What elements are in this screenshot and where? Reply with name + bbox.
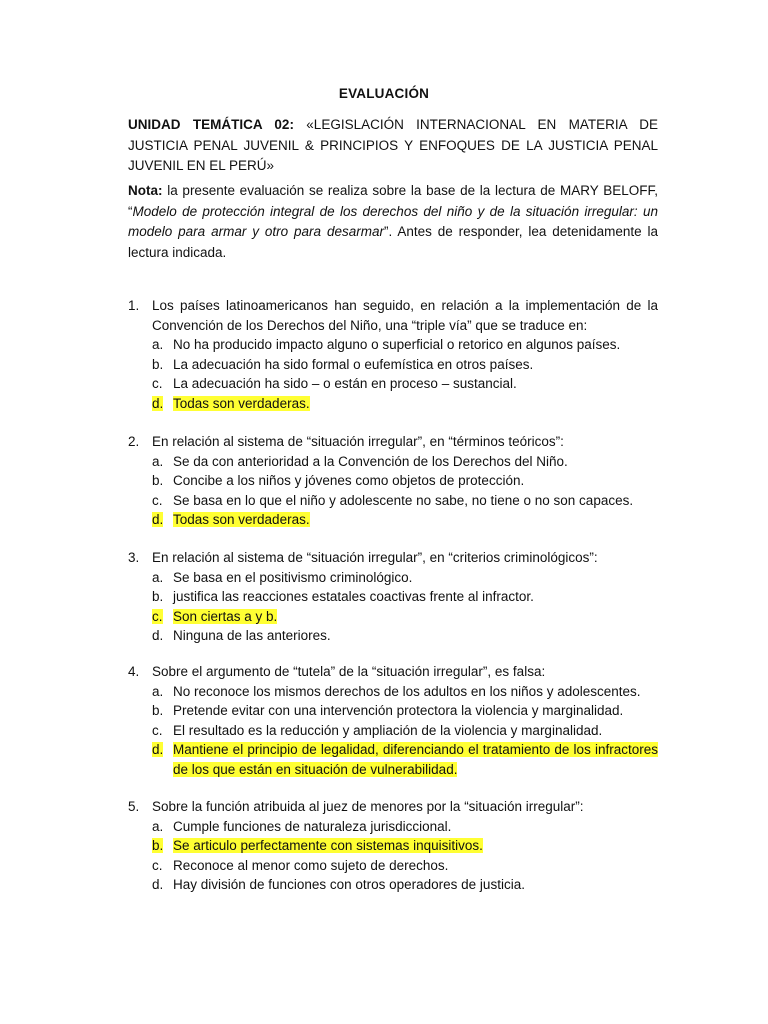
option-text: Todas son verdaderas.	[173, 395, 310, 411]
answer-option-highlighted	[152, 607, 658, 627]
question-text: Sobre el argumento de “tutela” de la “situación irregular”, es falsa:	[152, 664, 546, 679]
answer-option	[152, 374, 658, 394]
question-text: Sobre la función atribuida al juez de menores por la “situación irregular”:	[152, 799, 584, 814]
question-stem	[128, 662, 658, 682]
question-stem	[128, 797, 658, 817]
option-letter: b.	[152, 473, 164, 488]
option-text: No reconoce los mismos derechos de los adultos en los niños y adolescentes.	[173, 683, 641, 699]
option-letter: a.	[152, 683, 164, 699]
option-letter: b.	[152, 356, 164, 372]
option-letter: b.	[152, 703, 164, 718]
option-letter: b.	[152, 838, 164, 853]
question-1	[128, 296, 658, 413]
option-letter: c.	[152, 492, 163, 508]
option-text: La adecuación ha sido – o están en proceso – sustancial.	[173, 376, 517, 391]
question-2	[128, 432, 658, 530]
option-text: Reconoce al menor como sujeto de derechos.	[173, 857, 449, 873]
answer-option	[152, 721, 658, 741]
option-text: Se basa en el positivismo criminológico.	[173, 569, 413, 585]
question-stem	[128, 432, 658, 452]
document-title: EVALUACIÓN	[338, 86, 430, 101]
answer-option-highlighted	[152, 740, 658, 779]
option-text: No ha producido impacto alguno o superficial o retorico en algunos países.	[173, 337, 621, 352]
question-number: 3.	[128, 550, 140, 565]
question-stem	[128, 548, 658, 568]
nota-paragraph	[128, 181, 658, 263]
option-letter: a.	[152, 569, 164, 585]
answer-option	[152, 355, 658, 375]
option-text: Todas son verdaderas.	[173, 512, 310, 527]
question-3	[128, 548, 658, 646]
option-letter: c.	[152, 376, 163, 391]
option-text: Hay división de funciones con otros operadores de justicia.	[173, 877, 525, 892]
option-text: Se articulo perfectamente con sistemas inquisitivos.	[173, 838, 483, 853]
answer-option-highlighted	[152, 510, 658, 530]
answer-option-highlighted	[152, 394, 658, 414]
option-text: Concibe a los niños y jóvenes como objetos de protección.	[173, 473, 525, 488]
option-text: Se da con anterioridad a la Convención de los Derechos del Niño.	[173, 453, 568, 469]
option-letter: d.	[152, 628, 164, 643]
option-letter: d.	[152, 512, 164, 527]
question-number: 1.	[128, 298, 140, 313]
question-4	[128, 662, 658, 779]
option-text: Son ciertas a y b.	[173, 608, 278, 624]
option-letter: a.	[152, 818, 164, 834]
unidad-label: UNIDAD TEMÁTICA 02:	[128, 117, 294, 132]
answer-option-highlighted	[152, 836, 658, 856]
option-text: Pretende evitar con una intervención protectora la violencia y marginalidad.	[173, 703, 624, 718]
nota-text-before: la presente evaluación se realiza sobre la base de la lectura de MARY BELOFF, “	[128, 183, 658, 219]
question-stem	[128, 296, 658, 335]
question-5	[128, 797, 658, 895]
option-letter: d.	[152, 877, 164, 892]
answer-option	[152, 471, 658, 491]
answer-option	[152, 452, 658, 472]
option-letter: a.	[152, 337, 164, 352]
option-text: Mantiene el principio de legalidad, diferenciando el tratamiento de los infractores de los que están en situación de vulnerabilidad.	[173, 742, 658, 777]
answer-option	[152, 701, 658, 721]
option-letter: d.	[152, 742, 164, 757]
answer-option	[152, 682, 658, 702]
option-text: La adecuación ha sido formal o eufemística en otros países.	[173, 356, 534, 372]
answer-option	[152, 856, 658, 876]
option-letter: a.	[152, 453, 164, 469]
option-letter: c.	[152, 608, 163, 624]
answer-option	[152, 491, 658, 511]
option-letter: b.	[152, 589, 164, 604]
unidad-tematica	[128, 115, 658, 177]
answer-option	[152, 817, 658, 837]
question-number: 2.	[128, 434, 140, 449]
nota-text-after: ”. Antes de responder, lea detenidamente la lectura indicada.	[128, 224, 659, 260]
option-letter: c.	[152, 722, 163, 738]
option-text: Se basa en lo que el niño y adolescente no sabe, no tiene o no son capaces.	[173, 492, 634, 508]
question-text: Los países latinoamericanos han seguido, en relación a la implementación de la Convención de los Derechos del Niño, una “triple vía” que se traduce en:	[152, 298, 658, 333]
unidad-text: «LEGISLACIÓN INTERNACIONAL EN MATERIA DE JUSTICIA PENAL JUVENIL & PRINCIPIOS Y ENFOQUES DE LA JUSTICIA PENAL JUVENIL EN EL PERÚ»	[128, 117, 658, 173]
nota-label: Nota:	[128, 183, 163, 198]
question-text: En relación al sistema de “situación irregular”, en “criterios criminológicos”:	[152, 550, 598, 565]
option-text: Cumple funciones de naturaleza jurisdiccional.	[173, 818, 452, 834]
question-text: En relación al sistema de “situación irregular”, en “términos teóricos”:	[152, 434, 564, 449]
option-letter: d.	[152, 395, 164, 411]
nota-reading-title: Modelo de protección integral de los derechos del niño y de la situación irregular: un modelo para armar y otro para desarmar	[128, 203, 658, 239]
question-number: 4.	[128, 664, 140, 679]
option-text: justifica las reacciones estatales coactivas frente al infractor.	[173, 589, 534, 604]
option-letter: c.	[152, 857, 163, 873]
option-text: Ninguna de las anteriores.	[173, 628, 331, 643]
question-number: 5.	[128, 799, 140, 814]
answer-option	[152, 568, 658, 588]
answer-option	[152, 587, 658, 607]
answer-option	[152, 335, 658, 355]
answer-option	[152, 626, 658, 646]
answer-option	[152, 875, 658, 895]
option-text: El resultado es la reducción y ampliación de la violencia y marginalidad.	[173, 722, 603, 738]
